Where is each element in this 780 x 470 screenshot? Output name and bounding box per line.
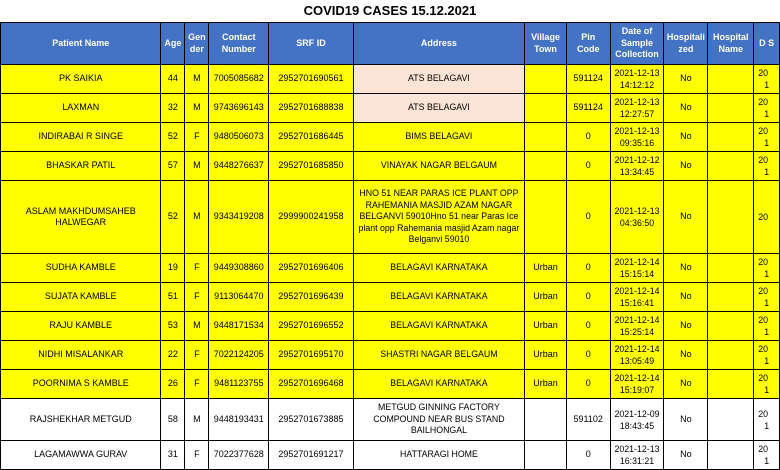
clipped-text-2: 1 bbox=[764, 269, 770, 279]
table-row[interactable] bbox=[1, 94, 780, 123]
cell-sample-date[interactable] bbox=[610, 441, 664, 470]
table-row[interactable] bbox=[1, 441, 780, 470]
cell-gender[interactable]: F bbox=[185, 283, 209, 312]
cell-gender[interactable]: F bbox=[185, 341, 209, 370]
cell-sample-date[interactable] bbox=[610, 283, 664, 312]
cell-gender[interactable]: F bbox=[185, 254, 209, 283]
clipped-text-1: 20 bbox=[758, 68, 768, 78]
cell-pin-code[interactable]: 0 bbox=[566, 123, 610, 152]
sample-date-text: 2021-12-09 bbox=[614, 408, 660, 419]
sample-time-text: 18:43:45 bbox=[619, 420, 655, 431]
cell-contact-number[interactable]: 7022124205 bbox=[209, 341, 269, 370]
table-row[interactable] bbox=[1, 181, 780, 254]
sample-time-text: 15:25:14 bbox=[619, 327, 655, 337]
clipped-text-1: 20 bbox=[758, 126, 768, 136]
cell-sample-date[interactable] bbox=[610, 399, 664, 441]
sample-date-text: 2021-12-13 bbox=[614, 97, 660, 107]
sample-time-text: 13:34:45 bbox=[619, 167, 655, 177]
cell-hospitalized[interactable]: No bbox=[664, 441, 708, 470]
sample-date-text: 2021-12-14 bbox=[614, 257, 660, 267]
table-row[interactable] bbox=[1, 370, 780, 399]
header-village-town[interactable]: Village Town bbox=[525, 23, 567, 65]
cell-gender[interactable]: M bbox=[185, 152, 209, 181]
header-hospitalized[interactable]: Hospitali zed bbox=[664, 23, 708, 65]
cell-patient-name[interactable]: RAJSHEKHAR METGUD bbox=[1, 399, 161, 441]
cell-gender[interactable]: F bbox=[185, 441, 209, 470]
cell-contact-number[interactable]: 9481123755 bbox=[209, 370, 269, 399]
cell-patient-name[interactable]: POORNIMA S KAMBLE bbox=[1, 370, 161, 399]
cell-pin-code[interactable]: 591124 bbox=[566, 94, 610, 123]
cell-contact-number[interactable]: 9449308860 bbox=[209, 254, 269, 283]
cell-address[interactable]: VINAYAK NAGAR BELGAUM bbox=[353, 152, 524, 181]
cell-address[interactable]: ATS BELAGAVI bbox=[353, 94, 524, 123]
cell-sample-date[interactable] bbox=[610, 181, 664, 254]
cell-hospital-name[interactable] bbox=[708, 399, 754, 441]
cell-address[interactable]: ATS BELAGAVI bbox=[353, 65, 524, 94]
cell-pin-code[interactable]: 0 bbox=[566, 181, 610, 254]
cell-address[interactable]: BELAGAVI KARNATAKA bbox=[353, 254, 524, 283]
clipped-text-2: 1 bbox=[764, 298, 770, 308]
sample-time-text: 13:05:49 bbox=[619, 356, 655, 366]
clipped-text-1: 20 bbox=[758, 257, 768, 267]
header-patient-name[interactable]: Patient Name bbox=[1, 23, 161, 65]
header-clipped[interactable]: D S bbox=[754, 23, 780, 65]
cell-sample-date[interactable] bbox=[610, 94, 664, 123]
cell-hospital-name[interactable] bbox=[708, 65, 754, 94]
clipped-text-1: 20 bbox=[758, 315, 768, 325]
cell-hospital-name[interactable] bbox=[708, 152, 754, 181]
clipped-text-2: 1 bbox=[764, 109, 770, 119]
clipped-text-1: 20 bbox=[758, 373, 768, 383]
table-row[interactable] bbox=[1, 283, 780, 312]
cell-srf-id[interactable]: 2952701696439 bbox=[269, 283, 354, 312]
cell-hospital-name[interactable] bbox=[708, 341, 754, 370]
cell-hospitalized[interactable]: No bbox=[664, 181, 708, 254]
clipped-text-2: 1 bbox=[764, 456, 770, 466]
cell-contact-number[interactable]: 9480506073 bbox=[209, 123, 269, 152]
cell-hospitalized[interactable]: No bbox=[664, 312, 708, 341]
cell-clipped[interactable] bbox=[754, 341, 780, 370]
cell-sample-date[interactable] bbox=[610, 370, 664, 399]
clipped-text-2: 1 bbox=[764, 356, 770, 366]
sample-time-text: 15:19:07 bbox=[619, 385, 655, 395]
cell-age[interactable]: 53 bbox=[161, 312, 185, 341]
cell-age[interactable]: 22 bbox=[161, 341, 185, 370]
cell-pin-code[interactable]: 0 bbox=[566, 152, 610, 181]
cell-gender[interactable]: F bbox=[185, 123, 209, 152]
cell-pin-code[interactable]: 0 bbox=[566, 254, 610, 283]
cell-contact-number[interactable]: 9743696143 bbox=[209, 94, 269, 123]
cell-address[interactable]: HATTARAGI HOME bbox=[353, 441, 524, 470]
header-row bbox=[1, 23, 780, 65]
cell-hospitalized[interactable]: No bbox=[664, 341, 708, 370]
table-body bbox=[1, 65, 780, 470]
clipped-text-1: 20 bbox=[758, 408, 768, 419]
cell-srf-id[interactable]: 2952701696552 bbox=[269, 312, 354, 341]
table-row[interactable] bbox=[1, 65, 780, 94]
sample-time-text: 15:15:14 bbox=[619, 269, 655, 279]
cell-srf-id[interactable]: 2952701685850 bbox=[269, 152, 354, 181]
clipped-text-1: 20 bbox=[758, 97, 768, 107]
cell-age[interactable]: 52 bbox=[161, 181, 185, 254]
cell-sample-date[interactable] bbox=[610, 123, 664, 152]
cell-gender[interactable]: M bbox=[185, 399, 209, 441]
cell-address[interactable]: BELAGAVI KARNATAKA bbox=[353, 370, 524, 399]
table-row[interactable] bbox=[1, 152, 780, 181]
header-age[interactable]: Age bbox=[161, 23, 185, 65]
cell-pin-code[interactable]: 591102 bbox=[566, 399, 610, 441]
cell-patient-name[interactable]: INDIRABAI R SINGE bbox=[1, 123, 161, 152]
header-pin-code[interactable]: Pin Code bbox=[566, 23, 610, 65]
cell-village-town[interactable] bbox=[525, 65, 567, 94]
cell-pin-code[interactable]: 0 bbox=[566, 283, 610, 312]
cell-patient-name[interactable]: RAJU KAMBLE bbox=[1, 312, 161, 341]
cell-village-town[interactable] bbox=[525, 152, 567, 181]
cell-hospital-name[interactable] bbox=[708, 283, 754, 312]
cell-pin-code[interactable]: 0 bbox=[566, 312, 610, 341]
cell-age[interactable]: 19 bbox=[161, 254, 185, 283]
header-address[interactable]: Address bbox=[353, 23, 524, 65]
cell-gender[interactable]: F bbox=[185, 370, 209, 399]
header-sample-date[interactable]: Date of Sample Collection bbox=[610, 23, 664, 65]
cell-address[interactable]: BIMS BELAGAVI bbox=[353, 123, 524, 152]
clipped-text-2: 1 bbox=[764, 138, 770, 148]
cell-patient-name[interactable]: SUJATA KAMBLE bbox=[1, 283, 161, 312]
cell-village-town[interactable]: Urban bbox=[525, 370, 567, 399]
header-gender[interactable]: Gen der bbox=[185, 23, 209, 65]
sample-date-text: 2021-12-14 bbox=[614, 373, 660, 383]
cell-clipped[interactable] bbox=[754, 254, 780, 283]
cell-gender[interactable]: M bbox=[185, 65, 209, 94]
cell-pin-code[interactable]: 0 bbox=[566, 370, 610, 399]
cell-srf-id[interactable]: 2952701673885 bbox=[269, 399, 354, 441]
clipped-text-2: 1 bbox=[764, 327, 770, 337]
cell-hospitalized[interactable]: No bbox=[664, 123, 708, 152]
sample-time-text: 09:35:16 bbox=[619, 138, 655, 148]
sample-date-text: 2021-12-12 bbox=[614, 155, 660, 165]
cell-village-town[interactable]: Urban bbox=[525, 341, 567, 370]
sample-date-text: 2021-12-14 bbox=[614, 315, 660, 325]
cell-hospital-name[interactable] bbox=[708, 94, 754, 123]
cell-hospital-name[interactable] bbox=[708, 123, 754, 152]
cases-table bbox=[0, 22, 780, 470]
cell-patient-name[interactable]: PK SAIKIA bbox=[1, 65, 161, 94]
cell-gender[interactable]: M bbox=[185, 181, 209, 254]
table-row[interactable] bbox=[1, 254, 780, 283]
cell-village-town[interactable]: Urban bbox=[525, 312, 567, 341]
cell-srf-id[interactable]: 2999900241958 bbox=[269, 181, 354, 254]
cell-patient-name[interactable]: BHASKAR PATIL bbox=[1, 152, 161, 181]
table-row[interactable] bbox=[1, 341, 780, 370]
cell-clipped[interactable] bbox=[754, 283, 780, 312]
cell-clipped[interactable] bbox=[754, 399, 780, 441]
cell-srf-id[interactable]: 2952701695170 bbox=[269, 341, 354, 370]
cell-hospitalized[interactable]: No bbox=[664, 254, 708, 283]
cell-pin-code[interactable]: 0 bbox=[566, 341, 610, 370]
cell-age[interactable]: 26 bbox=[161, 370, 185, 399]
clipped-text-1: 20 bbox=[758, 444, 768, 454]
cell-contact-number[interactable]: 7005085682 bbox=[209, 65, 269, 94]
cell-pin-code[interactable]: 0 bbox=[566, 441, 610, 470]
cell-patient-name[interactable]: ASLAM MAKHDUMSAHEB HALWEGAR bbox=[1, 181, 161, 254]
sample-date-text: 2021-12-14 bbox=[614, 286, 660, 296]
cell-patient-name[interactable]: SUDHA KAMBLE bbox=[1, 254, 161, 283]
cell-pin-code[interactable]: 591124 bbox=[566, 65, 610, 94]
cell-patient-name[interactable]: NIDHI MISALANKAR bbox=[1, 341, 161, 370]
sheet-title: COVID19 CASES 15.12.2021 bbox=[303, 3, 477, 18]
cell-patient-name[interactable]: LAGAMAWWA GURAV bbox=[1, 441, 161, 470]
cell-age[interactable]: 51 bbox=[161, 283, 185, 312]
cell-village-town[interactable]: Urban bbox=[525, 254, 567, 283]
cell-clipped[interactable] bbox=[754, 65, 780, 94]
header-hospital-name[interactable]: Hospital Name bbox=[708, 23, 754, 65]
cell-patient-name[interactable]: LAXMAN bbox=[1, 94, 161, 123]
clipped-text-1: 20 bbox=[758, 286, 768, 296]
cell-sample-date[interactable] bbox=[610, 312, 664, 341]
cell-contact-number[interactable]: 9448276637 bbox=[209, 152, 269, 181]
cell-srf-id[interactable]: 2952701696406 bbox=[269, 254, 354, 283]
clipped-text-2: 1 bbox=[764, 385, 770, 395]
cell-clipped[interactable] bbox=[754, 312, 780, 341]
cell-village-town[interactable] bbox=[525, 94, 567, 123]
cell-village-town[interactable]: Urban bbox=[525, 283, 567, 312]
cell-hospitalized[interactable]: No bbox=[664, 283, 708, 312]
sample-date-text: 2021-12-13 bbox=[614, 126, 660, 136]
sample-time-text: 15:16:41 bbox=[619, 298, 655, 308]
cell-village-town[interactable] bbox=[525, 399, 567, 441]
cell-village-town[interactable] bbox=[525, 181, 567, 254]
cell-hospital-name[interactable] bbox=[708, 370, 754, 399]
cell-contact-number[interactable]: 9448193431 bbox=[209, 399, 269, 441]
clipped-text-1: 20 bbox=[758, 155, 768, 165]
header-contact-number[interactable]: Contact Number bbox=[209, 23, 269, 65]
cell-sample-date[interactable] bbox=[610, 65, 664, 94]
cell-hospitalized[interactable]: No bbox=[664, 399, 708, 441]
spreadsheet bbox=[0, 22, 780, 470]
cell-contact-number[interactable]: 7022377628 bbox=[209, 441, 269, 470]
cell-contact-number[interactable]: 9448171534 bbox=[209, 312, 269, 341]
cell-clipped[interactable] bbox=[754, 370, 780, 399]
cell-hospital-name[interactable] bbox=[708, 181, 754, 254]
cell-sample-date[interactable] bbox=[610, 341, 664, 370]
cell-gender[interactable]: M bbox=[185, 312, 209, 341]
table-row[interactable] bbox=[1, 312, 780, 341]
cell-hospitalized[interactable]: No bbox=[664, 94, 708, 123]
cell-clipped[interactable] bbox=[754, 123, 780, 152]
cell-clipped[interactable] bbox=[754, 94, 780, 123]
sample-date-text: 2021-12-13 bbox=[614, 444, 660, 454]
table-row[interactable] bbox=[1, 123, 780, 152]
cell-hospital-name[interactable] bbox=[708, 254, 754, 283]
cell-srf-id[interactable]: 2952701696468 bbox=[269, 370, 354, 399]
cell-address[interactable]: HNO 51 NEAR PARAS ICE PLANT OPP RAHEMANIA MASJID AZAM NAGAR BELGANVI 59010Hno 51 near Paras Ice plant opp Rahemania masjid Azam nagar Belganvi 59010 bbox=[353, 181, 524, 254]
cell-contact-number[interactable]: 9343419208 bbox=[209, 181, 269, 254]
table-row[interactable] bbox=[1, 399, 780, 441]
cell-age[interactable]: 57 bbox=[161, 152, 185, 181]
cell-village-town[interactable] bbox=[525, 441, 567, 470]
cell-hospitalized[interactable]: No bbox=[664, 65, 708, 94]
cell-srf-id[interactable]: 2952701688838 bbox=[269, 94, 354, 123]
sample-date-text: 2021-12-13 bbox=[614, 206, 660, 216]
cell-contact-number[interactable]: 9113064470 bbox=[209, 283, 269, 312]
cell-address[interactable]: METGUD GINNING FACTORY COMPOUND NEAR BUS STAND BAILHONGAL bbox=[353, 399, 524, 441]
cell-village-town[interactable] bbox=[525, 123, 567, 152]
cell-sample-date[interactable] bbox=[610, 254, 664, 283]
cell-clipped[interactable] bbox=[754, 441, 780, 470]
clipped-text-1: 20 bbox=[758, 212, 768, 222]
clipped-text-2: 1 bbox=[764, 167, 770, 177]
cell-age[interactable]: 32 bbox=[161, 94, 185, 123]
header-srf-id[interactable]: SRF ID bbox=[269, 23, 354, 65]
sample-date-text: 2021-12-14 bbox=[614, 344, 660, 354]
cell-address[interactable]: SHASTRI NAGAR BELGAUM bbox=[353, 341, 524, 370]
cell-address[interactable]: BELAGAVI KARNATAKA bbox=[353, 312, 524, 341]
cell-sample-date[interactable] bbox=[610, 152, 664, 181]
sample-time-text: 16:31:21 bbox=[619, 456, 655, 466]
cell-hospital-name[interactable] bbox=[708, 312, 754, 341]
sample-time-text: 14:12:12 bbox=[619, 80, 655, 90]
cell-hospitalized[interactable]: No bbox=[664, 370, 708, 399]
clipped-text-2: 1 bbox=[764, 80, 770, 90]
sample-time-text: 04:36:50 bbox=[619, 218, 655, 228]
clipped-text-1: 20 bbox=[758, 344, 768, 354]
cell-clipped[interactable] bbox=[754, 181, 780, 254]
cell-age[interactable]: 44 bbox=[161, 65, 185, 94]
cell-srf-id[interactable]: 2952701690561 bbox=[269, 65, 354, 94]
clipped-text-2: 1 bbox=[764, 420, 770, 431]
cell-hospitalized[interactable]: No bbox=[664, 152, 708, 181]
sample-date-text: 2021-12-13 bbox=[614, 68, 660, 78]
cell-hospital-name[interactable] bbox=[708, 441, 754, 470]
cell-srf-id[interactable]: 2952701691217 bbox=[269, 441, 354, 470]
cell-age[interactable]: 58 bbox=[161, 399, 185, 441]
cell-age[interactable]: 52 bbox=[161, 123, 185, 152]
cell-gender[interactable]: M bbox=[185, 94, 209, 123]
cell-address[interactable]: BELAGAVI KARNATAKA bbox=[353, 283, 524, 312]
cell-age[interactable]: 31 bbox=[161, 441, 185, 470]
sample-time-text: 12:27:57 bbox=[619, 109, 655, 119]
cell-clipped[interactable] bbox=[754, 152, 780, 181]
cell-srf-id[interactable]: 2952701686445 bbox=[269, 123, 354, 152]
